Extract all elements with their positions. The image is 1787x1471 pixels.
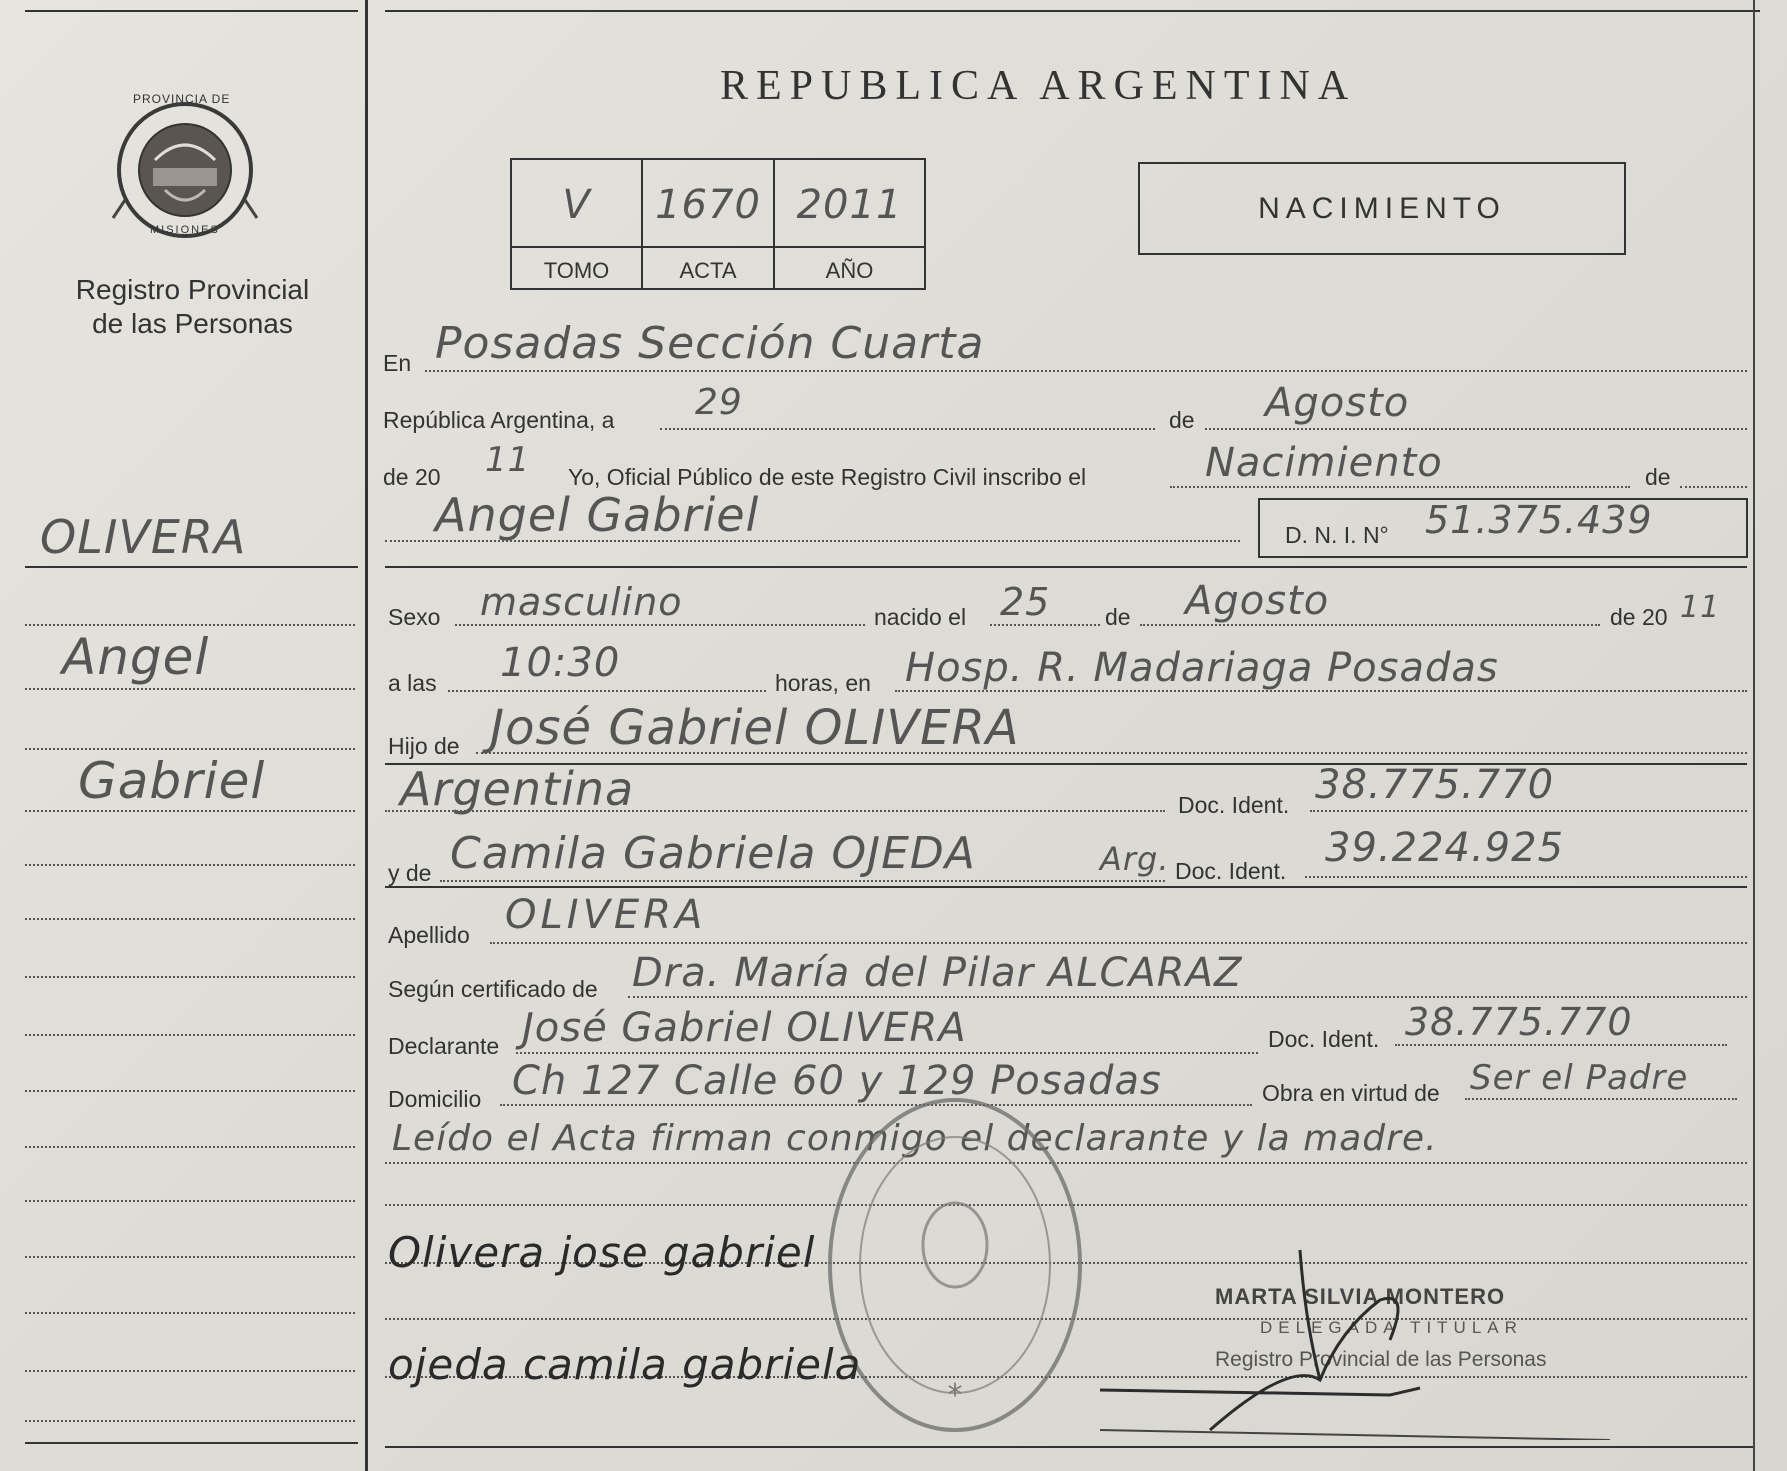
inscribe-line <box>1170 486 1630 488</box>
horas-label: horas, en <box>775 670 871 696</box>
y-de-label: y de <box>388 860 432 886</box>
sexo-label: Sexo <box>388 604 441 630</box>
registry-stamp-icon <box>815 1085 1095 1445</box>
margin-surname: OLIVERA <box>40 510 247 564</box>
domicilio-value: Ch 127 Calle 60 y 129 Posadas <box>512 1058 1162 1104</box>
inscribe-value: Nacimiento <box>1205 440 1443 486</box>
margin-dotline <box>25 1256 355 1258</box>
margin-first-name: Angel <box>62 628 210 686</box>
republica-label: República Argentina, a <box>383 407 615 433</box>
margin-dotline <box>25 688 355 690</box>
svg-text:*: * <box>947 1378 963 1413</box>
segun-value: Dra. María del Pilar ALCARAZ <box>632 950 1243 996</box>
mother-name: Camila Gabriela OJEDA <box>450 828 976 879</box>
right-border <box>1753 0 1755 1471</box>
obra-line <box>1465 1098 1737 1100</box>
bottom-rule-right <box>385 1446 1753 1448</box>
column-divider <box>365 0 368 1471</box>
en-value: Posadas Sección Cuarta <box>435 318 985 369</box>
yo-label: Yo, Oficial Público de este Registro Civil inscribo el <box>568 464 1087 490</box>
obra-value: Ser el Padre <box>1470 1058 1689 1098</box>
father-doc-line <box>1310 810 1747 812</box>
birth-day-line <box>990 624 1100 626</box>
father-doc-label: Doc. Ident. <box>1178 792 1290 818</box>
acta-value: 1670 <box>655 182 761 228</box>
de20-label: de 20 <box>383 464 441 490</box>
margin-dotline <box>25 1200 355 1202</box>
obra-label: Obra en virtud de <box>1262 1080 1440 1106</box>
father-nationality: Argentina <box>400 762 635 816</box>
margin-dotline <box>25 1420 355 1422</box>
record-type: NACIMIENTO <box>1258 192 1506 225</box>
de-end-label: de <box>1645 464 1671 490</box>
margin-dotline <box>25 1034 355 1036</box>
declarante-label: Declarante <box>388 1033 500 1059</box>
official-signature-icon <box>1090 1240 1650 1440</box>
leido-value: Leído el Acta firman conmigo el declarante y la madre. <box>392 1118 1438 1159</box>
margin-dotline <box>25 1370 355 1372</box>
margin-dotline <box>25 810 355 812</box>
segun-line <box>628 996 1747 998</box>
de-end-line <box>1680 486 1747 488</box>
emblem-text-bottom: MISIONES <box>150 224 220 236</box>
hour-line <box>448 690 766 692</box>
birth-de-label: de <box>1105 604 1131 630</box>
mother-doc: 39.224.925 <box>1325 825 1565 871</box>
emblem-text-top: PROVINCIA DE <box>133 92 231 106</box>
margin-dotline <box>25 1090 355 1092</box>
year-suffix: 11 <box>485 440 531 480</box>
tomo-label: TOMO <box>543 258 610 283</box>
tomo-cell <box>510 158 643 290</box>
signature-declarant: Olivera jose gabriel <box>388 1228 816 1277</box>
segun-label: Según certificado de <box>388 976 598 1002</box>
a-las-label: a las <box>388 670 437 696</box>
month-value: Agosto <box>1265 380 1410 426</box>
mother-doc-label: Doc. Ident. <box>1175 858 1287 884</box>
hijo-label: Hijo de <box>388 733 460 759</box>
declarante-line <box>516 1052 1258 1054</box>
official-name: MARTA SILVIA MONTERO <box>1215 1284 1506 1309</box>
margin-dotline <box>25 1146 355 1148</box>
mother-name-line <box>440 880 1165 882</box>
mother-nationality: Arg. <box>1100 840 1170 878</box>
domicilio-label: Domicilio <box>388 1086 482 1112</box>
official-office: Registro Provincial de las Personas <box>1215 1348 1547 1371</box>
en-label: En <box>383 350 412 376</box>
margin-dotline <box>25 976 355 978</box>
official-title: DELEGADA TITULAR <box>1260 1318 1523 1337</box>
declarante-doc-line <box>1395 1044 1727 1046</box>
margin-middle-name: Gabriel <box>78 752 266 810</box>
top-rule-left <box>25 10 358 12</box>
registry-name-line2: de las Personas <box>92 308 293 339</box>
country-title: REPUBLICA ARGENTINA <box>720 63 1357 109</box>
father-name: José Gabriel OLIVERA <box>490 700 1020 756</box>
margin-dotline <box>25 864 355 866</box>
bottom-rule-left <box>25 1442 358 1444</box>
dni-box <box>1258 498 1748 558</box>
declarante-doc-label: Doc. Ident. <box>1268 1026 1380 1052</box>
mother-doc-line <box>1305 876 1747 878</box>
margin-dotline <box>25 624 355 626</box>
ano-cell <box>773 158 926 290</box>
record-box-divider <box>510 246 926 248</box>
birth-year-suffix: 11 <box>1680 590 1721 625</box>
birth-month: Agosto <box>1185 578 1330 624</box>
declarante-value: José Gabriel OLIVERA <box>522 1005 967 1051</box>
margin-rule-1 <box>25 566 358 568</box>
sexo-line <box>455 624 865 626</box>
ano-value: 2011 <box>796 182 903 228</box>
nacido-label: nacido el <box>874 604 967 630</box>
dni-label: D. N. I. N° <box>1285 522 1389 548</box>
acta-cell <box>641 158 775 290</box>
de-label: de <box>1169 407 1195 433</box>
mother-rule <box>385 886 1747 888</box>
margin-dotline <box>25 918 355 920</box>
registry-name-line1: Registro Provincial <box>75 274 310 305</box>
child-name: Angel Gabriel <box>435 488 760 542</box>
dni-value: 51.375.439 <box>1425 498 1653 542</box>
top-rule-right <box>385 10 1760 12</box>
margin-dotline <box>25 1312 355 1314</box>
acta-label: ACTA <box>679 258 737 283</box>
birth-month-line <box>1140 624 1600 626</box>
signature-mother: ojeda camila gabriela <box>388 1340 862 1389</box>
child-name-line <box>385 540 1240 542</box>
hour-value: 10:30 <box>500 640 621 686</box>
ano-label: AÑO <box>825 258 874 283</box>
en-line <box>425 370 1747 372</box>
birth-day: 25 <box>1000 580 1051 624</box>
apellido-value: OLIVERA <box>505 892 707 938</box>
birth-de20-label: de 20 <box>1610 604 1668 630</box>
month-line <box>1205 428 1747 430</box>
section-rule <box>385 566 1747 568</box>
day-line <box>660 428 1155 430</box>
tomo-value: V <box>562 182 591 228</box>
father-nat-line <box>385 810 1165 812</box>
margin-dotline <box>25 748 355 750</box>
declarante-doc: 38.775.770 <box>1405 1000 1633 1044</box>
sexo-value: masculino <box>480 580 683 624</box>
father-doc: 38.775.770 <box>1315 762 1555 808</box>
apellido-label: Apellido <box>388 922 470 948</box>
apellido-line <box>490 942 1747 944</box>
record-type-box <box>1138 162 1626 255</box>
place-value: Hosp. R. Madariaga Posadas <box>905 645 1499 691</box>
day-value: 29 <box>695 382 743 423</box>
